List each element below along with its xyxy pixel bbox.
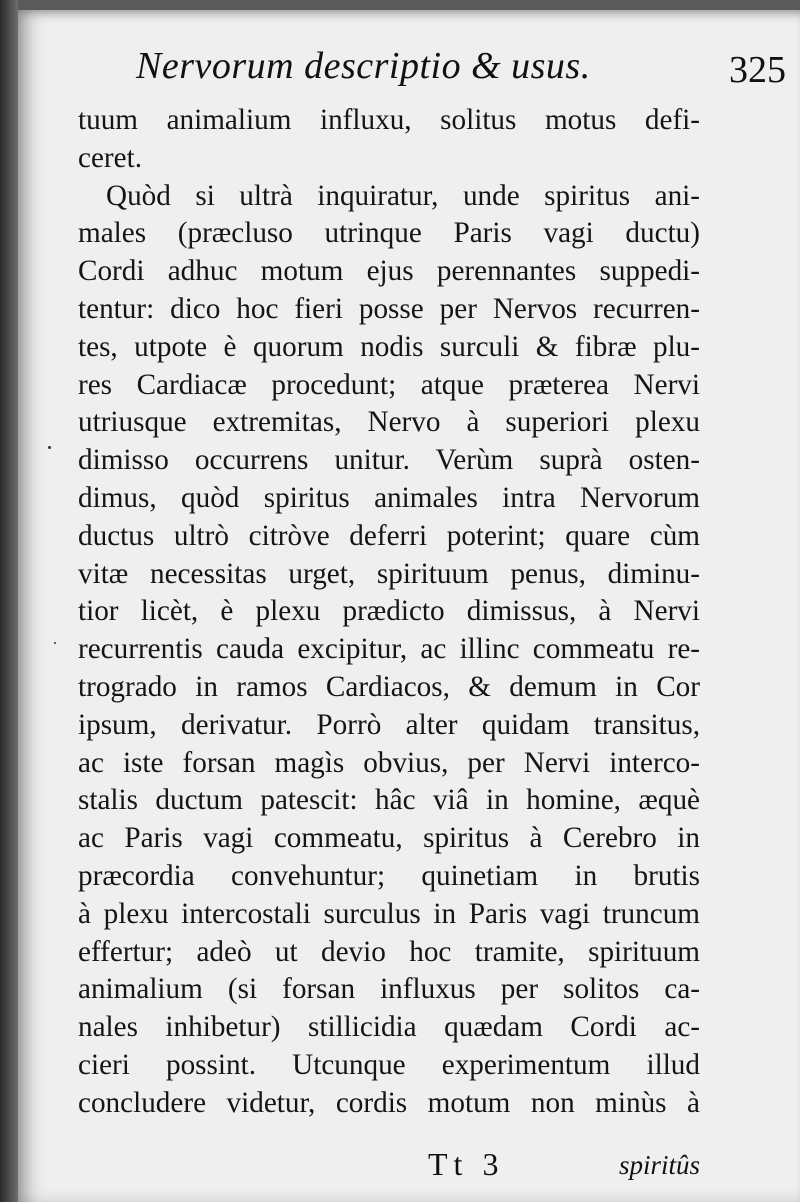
text-line: Cordi adhuc motum ejus perennantes suppedi- — [78, 255, 700, 288]
catchword: spiritûs — [618, 1150, 700, 1180]
text-line: ac iste forsan magìs obvius, per Nervi interco- — [78, 746, 700, 779]
page-number: 325 — [729, 49, 786, 91]
text-line: animalium (si forsan influxus per solitos ca- — [78, 973, 700, 1006]
text-line: dimus, quòd spiritus animales intra Nervorum — [78, 481, 700, 514]
book-gutter-shadow — [0, 0, 18, 1202]
running-head-title: Nervorum descriptio & usus. — [136, 45, 591, 87]
text-line: præcordia convehuntur; quinetiam in brutis — [78, 859, 700, 892]
body-text — [78, 102, 700, 1123]
text-line: à plexu intercostali surculus in Paris vagi truncum — [78, 897, 700, 930]
text-line: utriusque extremitas, Nervo à superiori plexu — [78, 406, 700, 439]
text-line: ductus ultrò citròve deferri poterint; quare cùm — [78, 519, 700, 552]
text-line: tes, utpote è quorum nodis surculi & fibræ plu- — [78, 330, 700, 363]
text-line: nales inhibetur) stillicidia quædam Cordi ac- — [78, 1011, 700, 1044]
text-line: stalis ductum patescit: hâc viâ in homine, æquè — [78, 784, 700, 817]
text-line: ac Paris vagi commeatu, spiritus à Cerebro in — [78, 822, 700, 855]
book-page — [18, 10, 800, 1202]
text-line: trogrado in ramos Cardiacos, & demum in Cor — [78, 670, 700, 703]
running-head — [136, 44, 796, 100]
text-line: dimisso occurrens unitur. Verùm suprà osten- — [78, 444, 700, 477]
text-line: ceret. — [78, 141, 142, 174]
text-line: recurrentis cauda excipitur, ac illinc commeatu re- — [78, 633, 700, 666]
text-line: concludere videtur, cordis motum non minùs à — [78, 1086, 700, 1119]
ink-speck — [54, 642, 56, 644]
text-line: Quòd si ultrà inquiratur, unde spiritus ani- — [106, 179, 700, 212]
text-line: males (præcluso utrinque Paris vagi ductu) — [78, 217, 700, 250]
catchline — [428, 1146, 700, 1186]
text-line: ipsum, derivatur. Porrò alter quidam transitus, — [78, 708, 700, 741]
text-line: cieri possint. Utcunque experimentum illud — [78, 1048, 700, 1081]
text-line: effertur; adeò ut devio hoc tramite, spirituum — [78, 935, 700, 968]
text-line: res Cardiacæ procedunt; atque præterea Nervi — [78, 368, 700, 401]
text-line: tuum animalium influxu, solitus motus defi- — [78, 104, 700, 136]
ink-speck — [48, 446, 51, 449]
text-line: tior licèt, è plexu prædicto dimissus, à Nervi — [78, 595, 700, 628]
text-line: vitæ necessitas urget, spirituum penus, diminu- — [78, 557, 700, 590]
signature-mark: Tt 3 — [428, 1146, 505, 1182]
text-line: tentur: dico hoc fieri posse per Nervos recurren- — [78, 292, 700, 325]
